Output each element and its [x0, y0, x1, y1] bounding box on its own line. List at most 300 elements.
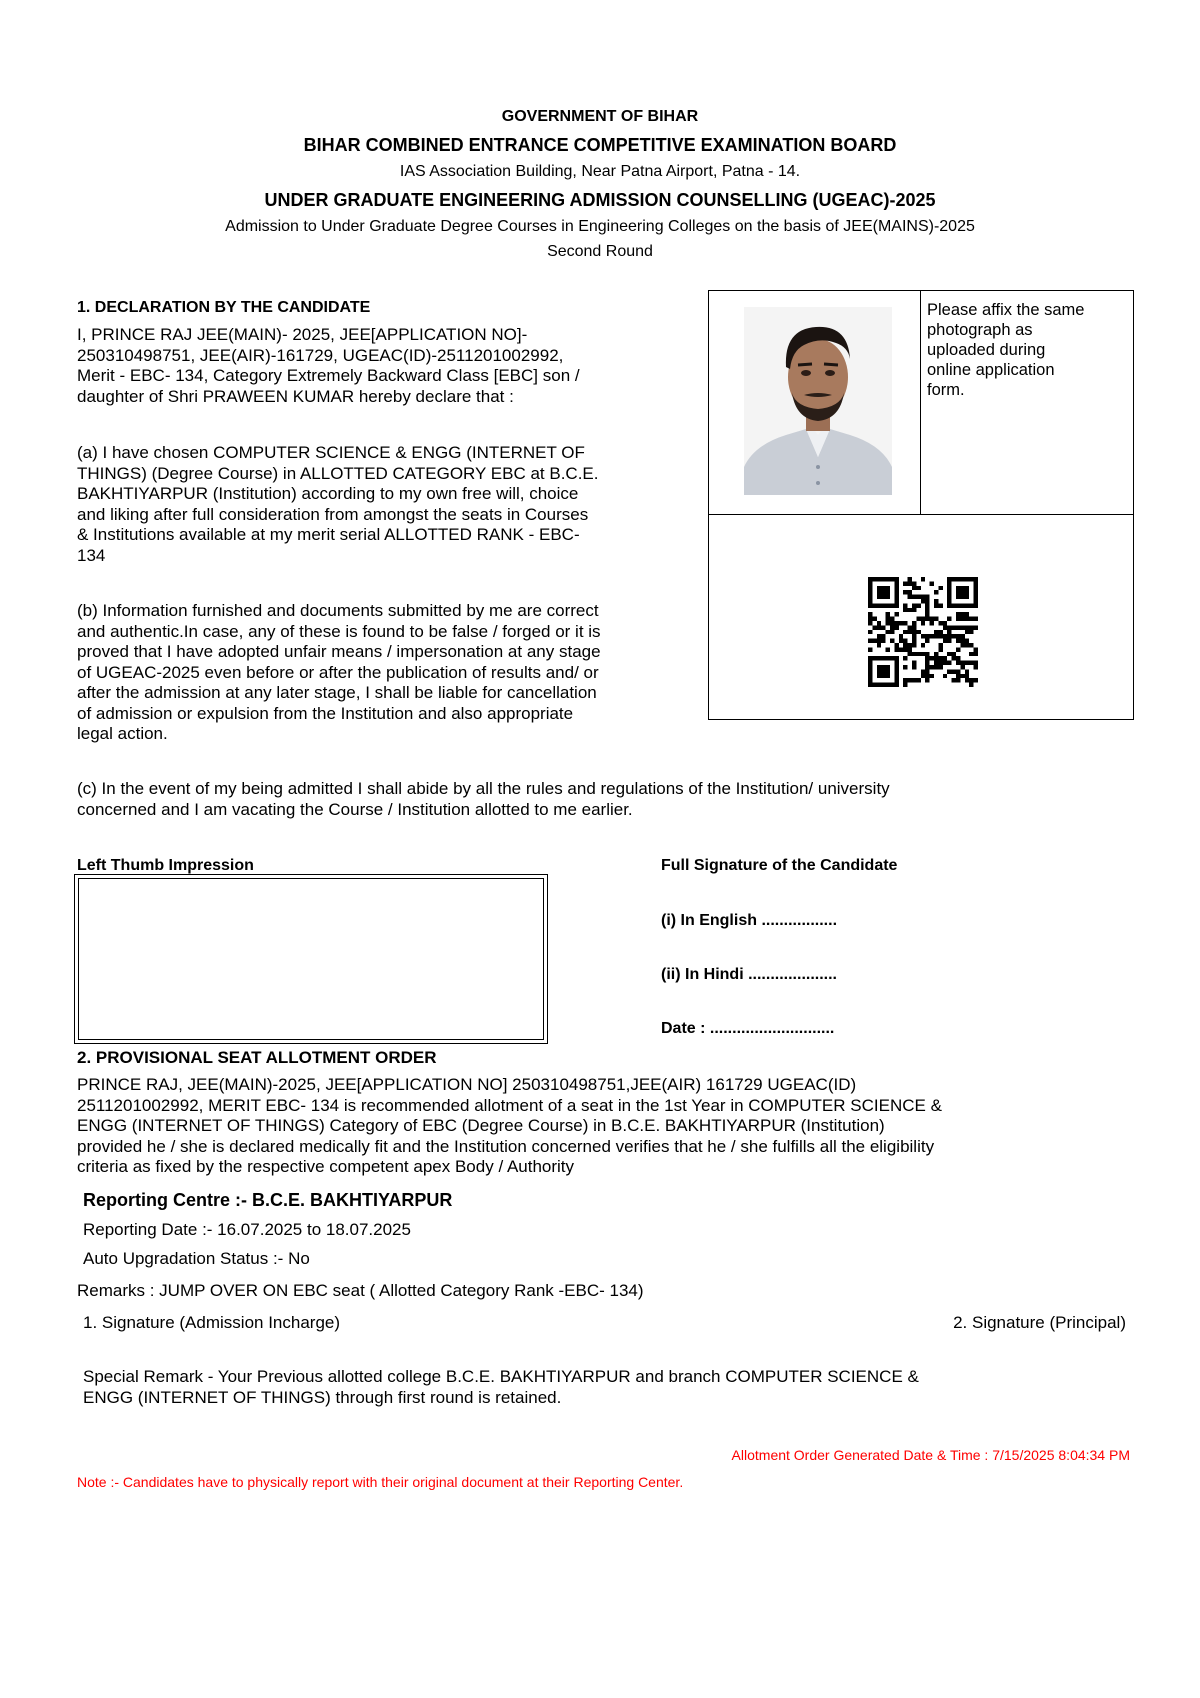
- qr-module: [943, 621, 947, 625]
- qr-module: [969, 630, 973, 634]
- reporting-centre: Reporting Centre :- B.C.E. BAKHTIYARPUR: [83, 1190, 453, 1210]
- qr-module: [872, 617, 876, 621]
- qr-module: [877, 625, 881, 629]
- qr-module: [912, 625, 916, 629]
- qr-module: [886, 665, 890, 669]
- qr-module: [965, 577, 969, 581]
- qr-module: [938, 630, 942, 634]
- qr-module: [965, 612, 969, 616]
- qr-module: [908, 643, 912, 647]
- para-b-line: (b) Information furnished and documents submitted by me are correct: [77, 601, 599, 620]
- qr-module: [947, 599, 951, 603]
- qr-module: [868, 599, 872, 603]
- qr-module: [903, 639, 907, 643]
- qr-module: [894, 595, 898, 599]
- qr-module: [952, 678, 956, 682]
- qr-module: [969, 603, 973, 607]
- qr-module: [921, 577, 925, 581]
- qr-module: [921, 617, 925, 621]
- para-c-line: (c) In the event of my being admitted I shall abide by all the rules and regulations of the Institution/ university: [77, 779, 890, 798]
- qr-module: [912, 603, 916, 607]
- qr-module: [868, 617, 872, 621]
- intro-line: 250310498751, JEE(AIR)-161729, UGEAC(ID)-2511201002992,: [77, 345, 564, 365]
- qr-module: [934, 630, 938, 634]
- allotment-line: provided he / she is declared medically fit and the Institution concerned verifies that he / she fulfills all the eligibility: [77, 1136, 935, 1156]
- qr-module: [903, 643, 907, 647]
- remarks: Remarks : JUMP OVER ON EBC seat ( Allotted Category Rank -EBC- 134): [77, 1281, 644, 1300]
- photo-row-divider: [708, 514, 1134, 515]
- qr-module: [908, 678, 912, 682]
- qr-module: [899, 639, 903, 643]
- qr-module: [916, 617, 920, 621]
- qr-module: [960, 577, 964, 581]
- qr-module: [947, 581, 951, 585]
- qr-module: [903, 678, 907, 682]
- qr-module: [877, 639, 881, 643]
- para-a-line: BAKHTIYARPUR (Institution) according to my own free will, choice: [77, 484, 579, 503]
- photo-note-line: Please affix the same: [927, 301, 1085, 319]
- qr-module: [938, 621, 942, 625]
- qr-module: [921, 599, 925, 603]
- qr-module: [890, 683, 894, 687]
- qr-module: [916, 630, 920, 634]
- qr-module: [974, 581, 978, 585]
- qr-module: [903, 647, 907, 651]
- qr-module: [943, 625, 947, 629]
- qr-module: [886, 669, 890, 673]
- qr-module: [912, 621, 916, 625]
- qr-module: [894, 621, 898, 625]
- special-remark-line: Special Remark - Your Previous allotted college B.C.E. BAKHTIYARPUR and branch COMPUTER SCIENCE &: [83, 1367, 919, 1386]
- photo-note-line: uploaded during: [927, 341, 1046, 359]
- qr-module: [903, 581, 907, 585]
- qr-module: [890, 625, 894, 629]
- qr-module: [877, 669, 881, 673]
- qr-module: [974, 586, 978, 590]
- qr-module: [925, 603, 929, 607]
- qr-module: [925, 678, 929, 682]
- qr-code-icon: [868, 577, 978, 687]
- reporting-note: Note :- Candidates have to physically report with their original document at their Reporting Center.: [77, 1474, 684, 1490]
- qr-module: [881, 683, 885, 687]
- qr-module: [890, 603, 894, 607]
- qr-module: [965, 630, 969, 634]
- qr-module: [872, 656, 876, 660]
- qr-module: [925, 656, 929, 660]
- qr-module: [925, 634, 929, 638]
- qr-module: [877, 665, 881, 669]
- qr-module: [868, 595, 872, 599]
- qr-module: [872, 683, 876, 687]
- qr-module: [912, 630, 916, 634]
- qr-module: [868, 683, 872, 687]
- qr-module: [925, 674, 929, 678]
- qr-module: [925, 599, 929, 603]
- qr-module: [925, 608, 929, 612]
- intro-line: daughter of Shri PRAWEEN KUMAR hereby declare that :: [77, 386, 514, 406]
- qr-module: [934, 603, 938, 607]
- qr-module: [881, 595, 885, 599]
- para-a-line: THINGS) (Degree Course) in ALLOTTED CATEGORY EBC at B.C.E.: [77, 463, 599, 483]
- declaration-para-b: [77, 601, 717, 745]
- qr-module: [908, 608, 912, 612]
- board-heading: BIHAR COMBINED ENTRANCE COMPETITIVE EXAMINATION BOARD: [303, 135, 897, 155]
- qr-module: [894, 656, 898, 660]
- qr-module: [956, 603, 960, 607]
- signature-heading: Full Signature of the Candidate: [661, 857, 898, 874]
- qr-module: [969, 683, 973, 687]
- qr-module: [881, 634, 885, 638]
- qr-module: [908, 595, 912, 599]
- qr-module: [912, 634, 916, 638]
- qr-module: [969, 661, 973, 665]
- qr-module: [947, 634, 951, 638]
- qr-module: [894, 665, 898, 669]
- qr-module: [868, 603, 872, 607]
- qr-module: [912, 665, 916, 669]
- qr-module: [894, 643, 898, 647]
- qr-module: [934, 661, 938, 665]
- special-remark: [83, 1367, 1143, 1408]
- qr-module: [921, 595, 925, 599]
- photo-note-line: online application: [927, 361, 1055, 379]
- qr-module: [868, 621, 872, 625]
- signature-date: Date : ............................: [661, 1020, 835, 1037]
- qr-module: [912, 608, 916, 612]
- qr-module: [974, 652, 978, 656]
- qr-module: [881, 586, 885, 590]
- generated-timestamp: Allotment Order Generated Date & Time : 7/15/2025 8:04:34 PM: [731, 1447, 1130, 1463]
- qr-module: [886, 656, 890, 660]
- qr-module: [947, 617, 951, 621]
- qr-module: [881, 603, 885, 607]
- qr-module: [881, 674, 885, 678]
- qr-module: [930, 581, 934, 585]
- qr-module: [930, 634, 934, 638]
- gov-heading: GOVERNMENT OF BIHAR: [501, 108, 699, 125]
- qr-module: [952, 625, 956, 629]
- qr-module: [938, 634, 942, 638]
- qr-module: [903, 603, 907, 607]
- para-c-line: concerned and I am vacating the Course / Institution allotted to me earlier.: [77, 799, 633, 819]
- qr-module: [960, 661, 964, 665]
- qr-module: [912, 639, 916, 643]
- qr-module: [925, 661, 929, 665]
- qr-module: [872, 639, 876, 643]
- qr-module: [903, 656, 907, 660]
- signature-principal: 2. Signature (Principal): [953, 1313, 1126, 1332]
- qr-module: [960, 617, 964, 621]
- declaration-para-c: [77, 779, 1137, 820]
- qr-module: [956, 669, 960, 673]
- qr-module: [969, 652, 973, 656]
- qr-module: [912, 586, 916, 590]
- qr-module: [894, 661, 898, 665]
- photo-note-line: photograph as: [927, 321, 1033, 339]
- qr-module: [890, 621, 894, 625]
- qr-module: [974, 595, 978, 599]
- qr-module: [894, 625, 898, 629]
- qr-module: [916, 678, 920, 682]
- qr-module: [974, 661, 978, 665]
- qr-module: [881, 665, 885, 669]
- qr-module: [930, 617, 934, 621]
- para-a-line: (a) I have chosen COMPUTER SCIENCE & ENGG (INTERNET OF: [77, 443, 585, 462]
- qr-module: [934, 599, 938, 603]
- qr-module: [925, 612, 929, 616]
- signature-english: (i) In English .................: [661, 912, 838, 929]
- qr-module: [894, 669, 898, 673]
- qr-module: [868, 678, 872, 682]
- counselling-title: UNDER GRADUATE ENGINEERING ADMISSION COUNSELLING (UGEAC)-2025: [264, 190, 936, 210]
- qr-module: [965, 586, 969, 590]
- qr-module: [886, 617, 890, 621]
- qr-module: [930, 621, 934, 625]
- allotment-line: ENGG (INTERNET OF THINGS) Category of EBC (Degree Course) in B.C.E. BAKHTIYARPUR (Institution): [77, 1116, 885, 1135]
- qr-module: [908, 647, 912, 651]
- qr-module: [868, 639, 872, 643]
- qr-module: [956, 612, 960, 616]
- special-remark-line: ENGG (INTERNET OF THINGS) through first round is retained.: [83, 1387, 562, 1407]
- qr-module: [908, 652, 912, 656]
- qr-module: [894, 683, 898, 687]
- qr-module: [903, 621, 907, 625]
- qr-module: [921, 621, 925, 625]
- qr-module: [886, 590, 890, 594]
- qr-module: [956, 617, 960, 621]
- qr-module: [969, 625, 973, 629]
- qr-module: [974, 678, 978, 682]
- qr-module: [960, 674, 964, 678]
- qr-module: [916, 652, 920, 656]
- qr-module: [974, 647, 978, 651]
- qr-module: [938, 665, 942, 669]
- qr-module: [886, 647, 890, 651]
- qr-module: [947, 630, 951, 634]
- qr-module: [872, 625, 876, 629]
- candidate-photo-image: [744, 307, 892, 495]
- qr-module: [952, 669, 956, 673]
- qr-module: [943, 639, 947, 643]
- qr-module: [956, 661, 960, 665]
- thumb-impression-inner: [78, 878, 544, 1040]
- qr-module: [899, 634, 903, 638]
- qr-module: [956, 590, 960, 594]
- qr-module: [868, 581, 872, 585]
- qr-module: [886, 612, 890, 616]
- qr-module: [956, 674, 960, 678]
- photo-cell-divider: [920, 290, 921, 515]
- qr-module: [960, 639, 964, 643]
- qr-module: [965, 678, 969, 682]
- qr-module: [956, 678, 960, 682]
- allotment-body: [77, 1075, 1157, 1178]
- allotment-heading: 2. PROVISIONAL SEAT ALLOTMENT ORDER: [77, 1048, 437, 1067]
- qr-module: [881, 656, 885, 660]
- qr-module: [952, 652, 956, 656]
- qr-module: [886, 595, 890, 599]
- qr-module: [877, 683, 881, 687]
- qr-module: [974, 625, 978, 629]
- para-a-line: & Institutions available at my merit serial ALLOTTED RANK - EBC-: [77, 525, 580, 544]
- qr-module: [881, 590, 885, 594]
- qr-module: [969, 643, 973, 647]
- qr-module: [912, 643, 916, 647]
- qr-module: [965, 643, 969, 647]
- qr-module: [974, 590, 978, 594]
- qr-module: [877, 586, 881, 590]
- qr-code: [868, 577, 978, 687]
- qr-module: [974, 577, 978, 581]
- qr-module: [921, 652, 925, 656]
- qr-module: [912, 661, 916, 665]
- qr-module: [925, 639, 929, 643]
- qr-module: [890, 630, 894, 634]
- allotment-line: PRINCE RAJ, JEE(MAIN)-2025, JEE[APPLICATION NO] 250310498751,JEE(AIR) 161729 UGEAC(ID): [77, 1075, 857, 1094]
- qr-module: [956, 656, 960, 660]
- qr-module: [908, 577, 912, 581]
- qr-module: [894, 581, 898, 585]
- qr-module: [886, 630, 890, 634]
- photo-note: [927, 300, 1127, 400]
- qr-module: [960, 665, 964, 669]
- qr-module: [908, 590, 912, 594]
- qr-module: [965, 639, 969, 643]
- qr-module: [877, 595, 881, 599]
- qr-module: [877, 621, 881, 625]
- auto-upgradation-status: Auto Upgradation Status :- No: [83, 1249, 310, 1268]
- declaration-heading: 1. DECLARATION BY THE CANDIDATE: [77, 299, 371, 316]
- qr-module: [886, 603, 890, 607]
- intro-line: Merit - EBC- 134, Category Extremely Backward Class [EBC] son /: [77, 366, 580, 385]
- qr-module: [894, 586, 898, 590]
- qr-module: [947, 652, 951, 656]
- qr-module: [934, 652, 938, 656]
- qr-module: [952, 577, 956, 581]
- qr-module: [916, 586, 920, 590]
- qr-module: [934, 665, 938, 669]
- qr-module: [938, 656, 942, 660]
- qr-module: [881, 669, 885, 673]
- para-b-line: and authentic.In case, any of these is found to be false / forged or it is: [77, 621, 601, 641]
- qr-module: [872, 577, 876, 581]
- qr-module: [868, 669, 872, 673]
- qr-module: [903, 665, 907, 669]
- qr-module: [925, 665, 929, 669]
- qr-module: [916, 603, 920, 607]
- qr-module: [974, 617, 978, 621]
- board-address: IAS Association Building, Near Patna Airport, Patna - 14.: [399, 163, 801, 180]
- qr-module: [965, 625, 969, 629]
- para-b-line: of UGEAC-2025 even before or after the publication of results and/ or: [77, 662, 599, 682]
- qr-module: [877, 643, 881, 647]
- qr-module: [903, 608, 907, 612]
- qr-module: [956, 595, 960, 599]
- qr-module: [956, 634, 960, 638]
- qr-module: [965, 603, 969, 607]
- qr-module: [934, 656, 938, 660]
- qr-module: [952, 656, 956, 660]
- qr-module: [965, 674, 969, 678]
- qr-module: [868, 674, 872, 678]
- photo-note-line: form.: [927, 381, 965, 399]
- qr-module: [877, 674, 881, 678]
- qr-module: [890, 617, 894, 621]
- qr-module: [938, 643, 942, 647]
- qr-module: [960, 634, 964, 638]
- qr-module: [938, 586, 942, 590]
- qr-module: [890, 656, 894, 660]
- qr-module: [947, 595, 951, 599]
- qr-module: [921, 674, 925, 678]
- allotment-line: criteria as fixed by the respective competent apex Body / Authority: [77, 1157, 575, 1176]
- qr-module: [912, 581, 916, 585]
- qr-module: [886, 586, 890, 590]
- qr-module: [868, 586, 872, 590]
- qr-module: [925, 617, 929, 621]
- qr-module: [960, 625, 964, 629]
- qr-module: [877, 603, 881, 607]
- intro-line: I, PRINCE RAJ JEE(MAIN)- 2025, JEE[APPLICATION NO]-: [77, 325, 528, 344]
- qr-module: [930, 674, 934, 678]
- qr-module: [921, 643, 925, 647]
- qr-module: [960, 586, 964, 590]
- qr-module: [956, 625, 960, 629]
- qr-module: [912, 678, 916, 682]
- qr-module: [916, 595, 920, 599]
- qr-module: [877, 577, 881, 581]
- qr-module: [956, 577, 960, 581]
- qr-module: [908, 630, 912, 634]
- qr-module: [947, 661, 951, 665]
- qr-module: [903, 590, 907, 594]
- qr-module: [960, 612, 964, 616]
- qr-module: [934, 590, 938, 594]
- declaration-para-a: [77, 443, 717, 566]
- qr-module: [868, 665, 872, 669]
- qr-module: [969, 617, 973, 621]
- qr-module: [938, 661, 942, 665]
- qr-module: [965, 617, 969, 621]
- qr-module: [868, 630, 872, 634]
- qr-module: [934, 617, 938, 621]
- para-b-line: proved that I have adopted unfair means / impersonation at any stage: [77, 642, 601, 661]
- signature-admission-incharge: 1. Signature (Admission Incharge): [83, 1313, 341, 1332]
- qr-module: [894, 577, 898, 581]
- para-b-line: after the admission at any later stage, I shall be liable for cancellation: [77, 683, 597, 702]
- qr-module: [974, 603, 978, 607]
- qr-module: [934, 634, 938, 638]
- para-b-line: legal action.: [77, 724, 168, 743]
- para-b-line: of admission or expulsion from the Institution and also appropriate: [77, 703, 574, 723]
- qr-module: [894, 603, 898, 607]
- qr-module: [868, 590, 872, 594]
- qr-module: [925, 595, 929, 599]
- qr-module: [947, 577, 951, 581]
- qr-module: [894, 647, 898, 651]
- qr-module: [947, 625, 951, 629]
- qr-module: [930, 656, 934, 660]
- qr-module: [956, 586, 960, 590]
- qr-module: [890, 639, 894, 643]
- qr-module: [912, 595, 916, 599]
- qr-module: [947, 639, 951, 643]
- signature-hindi: (ii) In Hindi ....................: [661, 966, 837, 983]
- qr-module: [899, 647, 903, 651]
- qr-module: [877, 656, 881, 660]
- qr-module: [908, 625, 912, 629]
- qr-module: [894, 674, 898, 678]
